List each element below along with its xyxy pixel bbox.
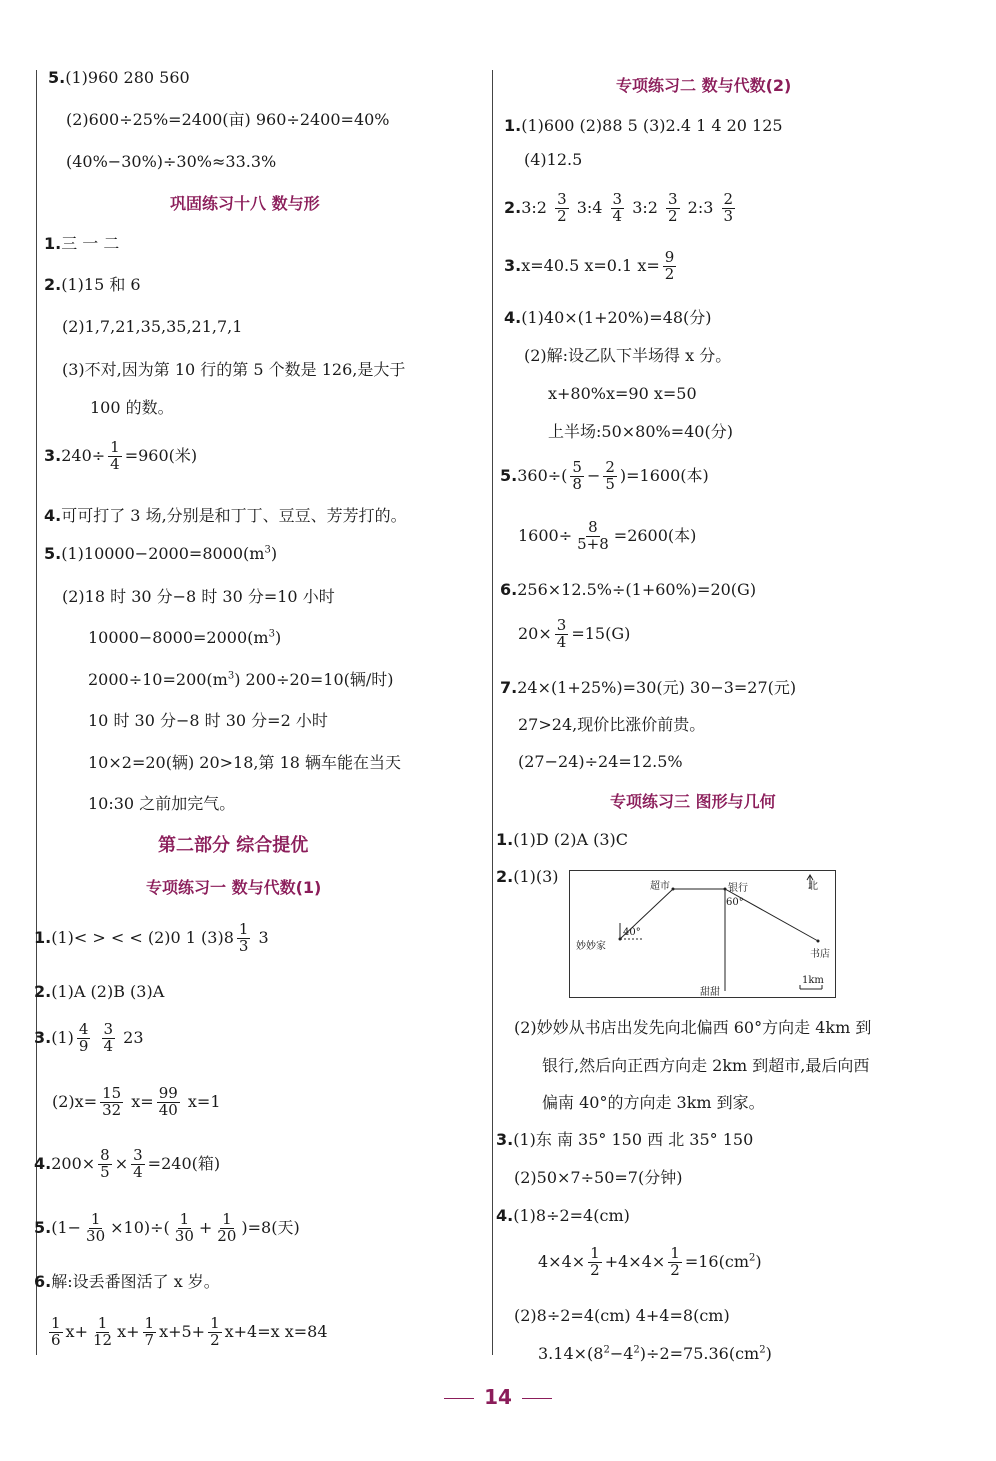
p2-q6b: 20× $\frac{3}{4}$ =15(G) xyxy=(518,616,631,651)
question-number: 1. xyxy=(496,830,514,849)
fraction: $\frac{1}{2}$ xyxy=(670,1244,680,1279)
section-title-p2: 专项练习二 数与代数(2) xyxy=(616,76,792,95)
answer-text: (1)960 280 560 xyxy=(65,68,190,87)
map-label-bank: 银行 xyxy=(728,883,748,894)
p2-q1: 1.(1)600 (2)88 5 (3)2.4 1 4 20 125 xyxy=(504,116,783,135)
fraction: $\frac{4}{9}$ xyxy=(78,1020,89,1055)
s18-q5-3: $10000-8000=2000(m^3)$ xyxy=(88,628,282,647)
answer-text: 240÷ xyxy=(61,445,106,465)
fraction: $\frac{1}{3}$ xyxy=(238,920,249,955)
p2-q7-3: (27−24)÷24=12.5% xyxy=(518,752,683,771)
p2-q4-1: 4.(1)40×(1+20%)=48(分) xyxy=(504,308,712,327)
fraction: $\frac{3}{4}$ xyxy=(133,1146,143,1181)
fraction: $\frac{99}{40}$ xyxy=(158,1084,178,1119)
fraction: $\frac{1}{30}$ xyxy=(174,1210,194,1245)
fraction: $\frac{3}{4}$ xyxy=(612,190,623,225)
left-q5-line2: (2)600÷25%=2400(亩) 960÷2400=40% xyxy=(66,110,390,129)
page-number-dash-left xyxy=(444,1398,474,1399)
page-number-dash-right xyxy=(522,1398,552,1399)
question-number: 5. xyxy=(44,544,62,563)
question-number: 1. xyxy=(34,927,52,947)
p1-q3: 3.(1) $\frac{4}{9}$ $\frac{3}{4}$ 23 xyxy=(34,1020,144,1055)
p2-q5: 5.360÷( $\frac{5}{8}$ − $\frac{2}{5}$ )=1600(本) xyxy=(500,458,709,493)
question-number: 4. xyxy=(496,1206,514,1225)
map-label-scale: 1km xyxy=(802,975,824,986)
fraction: $\frac{1}{2}$ xyxy=(210,1314,220,1349)
map-label-angle60: 60° xyxy=(726,897,744,908)
p3-q2-2a: (2)妙妙从书店出发先向北偏西 60°方向走 4km 到 xyxy=(514,1018,872,1037)
route-map xyxy=(569,870,836,998)
p2-q2: 2.3:2 $\frac{3}{2}$ 3:4 $\frac{3}{4}$ 3:2 $\frac{3}{2}$ 2:3 $\frac{2}{3}$ xyxy=(504,190,734,225)
question-number: 5. xyxy=(34,1217,52,1237)
p3-q4-1: 4.(1)8÷2=4(cm) xyxy=(496,1206,630,1225)
p3-q4-2: 4×4× $\frac{1}{2}$ +4×4× $\frac{1}{2}$ $=16(cm^2)$ xyxy=(538,1244,762,1279)
map-label-bookstore: 书店 xyxy=(810,949,830,960)
question-number: 4. xyxy=(504,308,522,327)
part-title: 第二部分 综合提优 xyxy=(158,835,309,856)
fraction: $\frac{1}{12}$ xyxy=(92,1314,113,1349)
question-number: 7. xyxy=(500,678,518,697)
map-label-home: 妙妙家 xyxy=(576,941,606,952)
page-number xyxy=(0,1385,996,1409)
s18-q4 xyxy=(44,506,407,525)
s18-q2-3b: 100 的数。 xyxy=(90,398,174,417)
p3-q2-2b: 银行,然后向正西方向走 2km 到超市,最后向西 xyxy=(542,1056,870,1075)
s18-q2-1 xyxy=(44,275,141,294)
p1-q5: 5.(1− $\frac{1}{30}$ ×10)÷( $\frac{1}{30}$ + $\frac{1}{20}$ )=8(天) xyxy=(34,1210,300,1245)
p1-q2: 2.(1)A (2)B (3)A xyxy=(34,982,165,1001)
question-number: 4. xyxy=(34,1153,52,1173)
p2-q4-4: 上半场:50×80%=40(分) xyxy=(548,422,733,441)
question-number: 4. xyxy=(44,506,62,525)
p2-q3: 3.x=40.5 x=0.1 x= $\frac{9}{2}$ xyxy=(504,248,675,283)
question-number: 2. xyxy=(44,275,62,294)
p3-q3-2: (2)50×7÷50=7(分钟) xyxy=(514,1168,683,1187)
fraction: $\frac{3}{4}$ xyxy=(556,616,567,651)
question-number: 3. xyxy=(504,255,522,275)
p1-q4: 4.200× $\frac{8}{5}$ × $\frac{3}{4}$ =240(箱) xyxy=(34,1146,221,1181)
s18-q2-3a: (3)不对,因为第 10 行的第 5 个数是 126,是大于 xyxy=(62,360,406,379)
s18-q2-2: (2)1,7,21,35,35,21,7,1 xyxy=(62,317,243,336)
fraction: $\frac{1}{4}$ xyxy=(110,438,120,473)
p3-q1: 1.(1)D (2)A (3)C xyxy=(496,830,629,849)
route-map-drawing xyxy=(570,871,835,997)
s18-q3 xyxy=(44,440,197,473)
answer-text: (1)15 和 6 xyxy=(61,275,141,294)
question-number: 3. xyxy=(44,445,62,465)
section-title-18: 巩固练习十八 数与形 xyxy=(170,194,320,213)
fraction: $\frac{8}{5}$ xyxy=(100,1146,110,1181)
question-number: 2. xyxy=(34,982,52,1001)
fraction: $\frac{8}{5+8}$ xyxy=(577,518,609,553)
left-q5-line1 xyxy=(48,68,190,87)
fraction: $\frac{15}{32}$ xyxy=(102,1084,122,1119)
s18-q5-7: 10:30 之前加完气。 xyxy=(88,794,236,813)
map-label-school: 甜甜 xyxy=(700,987,720,998)
p3-q2-2c: 偏南 40°的方向走 3km 到家。 xyxy=(542,1093,765,1112)
fraction: $\frac{2}{3}$ xyxy=(723,190,734,225)
answer-text: 三 一 二 xyxy=(61,234,120,253)
s18-q5-5: 10 时 30 分−8 时 30 分=2 小时 xyxy=(88,711,328,730)
p2-q4-3: x+80%x=90 x=50 xyxy=(548,384,697,403)
p2-q6: 6.256×12.5%÷(1+60%)=20(G) xyxy=(500,580,757,599)
p1-q6b: $\frac{1}{6}$ x+ $\frac{1}{12}$ x+ $\frac{1}{7}$ x+5+ $\frac{1}{2}$ x+4=x x=84 xyxy=(51,1314,328,1349)
s18-q1 xyxy=(44,234,119,253)
fraction: $\frac{1}{2}$ xyxy=(590,1244,600,1279)
fraction: $\frac{2}{5}$ xyxy=(605,458,615,493)
answer-text: 可可打了 3 场,分别是和丁丁、豆豆、芳芳打的。 xyxy=(61,506,407,525)
question-number: 3. xyxy=(496,1130,514,1149)
question-number: 5. xyxy=(500,465,518,485)
question-number: 1. xyxy=(44,234,62,253)
p2-q5b: 1600÷ $\frac{8}{5+8}$ =2600(本) xyxy=(518,518,697,553)
left-q5-line3: (40%−30%)÷30%≈33.3% xyxy=(66,152,277,171)
question-number: 1. xyxy=(504,116,522,135)
question-number: 6. xyxy=(34,1272,52,1291)
question-number: 2. xyxy=(504,197,522,217)
s18-q5-2: (2)18 时 30 分−8 时 30 分=10 小时 xyxy=(62,587,335,606)
question-number: 2. xyxy=(496,867,514,886)
question-number: 3. xyxy=(34,1027,52,1047)
p2-q1b: (4)12.5 xyxy=(524,150,583,169)
map-label-angle40: 40° xyxy=(623,927,641,938)
s18-q5-6: 10×2=20(辆) 20>18,第 18 辆车能在当天 xyxy=(88,753,402,772)
fraction: $\frac{1}{6}$ xyxy=(51,1314,61,1349)
p1-q1: 1.(1)< > < < (2)0 1 (3)8 $\frac{1}{3}$ 3 xyxy=(34,920,269,955)
fraction: $\frac{3}{4}$ xyxy=(103,1020,114,1055)
p1-q6: 6.解:设丢番图活了 x 岁。 xyxy=(34,1272,220,1291)
p3-q4-4: $3.14\times(8^2-4^2)\div 2=75.36(cm^2)$ xyxy=(538,1344,772,1363)
question-number: 5. xyxy=(48,68,66,87)
page-number-text: 14 xyxy=(484,1385,512,1409)
s18-q5-4: $2000\div 10=200(m^3)$ 200÷20=10(辆/时) xyxy=(88,670,394,689)
map-label-north: 北 xyxy=(808,881,818,892)
fraction: $\frac{3}{2}$ xyxy=(557,190,567,225)
section-title-p1: 专项练习一 数与代数(1) xyxy=(146,878,322,897)
section-title-p3: 专项练习三 图形与几何 xyxy=(610,792,776,811)
column-divider xyxy=(492,70,493,1355)
p3-q3-1: 3.(1)东 南 35° 150 西 北 35° 150 xyxy=(496,1130,754,1149)
fraction: $\frac{1}{7}$ xyxy=(144,1314,155,1349)
s18-q5-1: $5.(1)10000-2000=8000(m^3)$ xyxy=(44,544,278,563)
fraction: $\frac{9}{2}$ xyxy=(664,248,675,283)
p2-q7-2: 27>24,现价比涨价前贵。 xyxy=(518,715,706,734)
p2-q4-2: (2)解:设乙队下半场得 x 分。 xyxy=(524,346,732,365)
question-number: 6. xyxy=(500,580,518,599)
fraction: $\frac{3}{2}$ xyxy=(668,190,678,225)
answer-text: =960(米) xyxy=(124,445,198,465)
p3-q4-3: (2)8÷2=4(cm) 4+4=8(cm) xyxy=(514,1306,730,1325)
map-label-supermarket: 超市 xyxy=(650,881,670,892)
fraction: $\frac{5}{8}$ xyxy=(572,458,582,493)
p3-q2: 2.(1)(3) xyxy=(496,867,559,886)
p1-q3b: (2)x= $\frac{15}{32}$ x= $\frac{99}{40}$ x=1 xyxy=(52,1084,221,1119)
p2-q7-1: 7.24×(1+25%)=30(元) 30−3=27(元) xyxy=(500,678,797,697)
fraction: $\frac{1}{20}$ xyxy=(217,1210,237,1245)
fraction: $\frac{1}{30}$ xyxy=(86,1210,106,1245)
